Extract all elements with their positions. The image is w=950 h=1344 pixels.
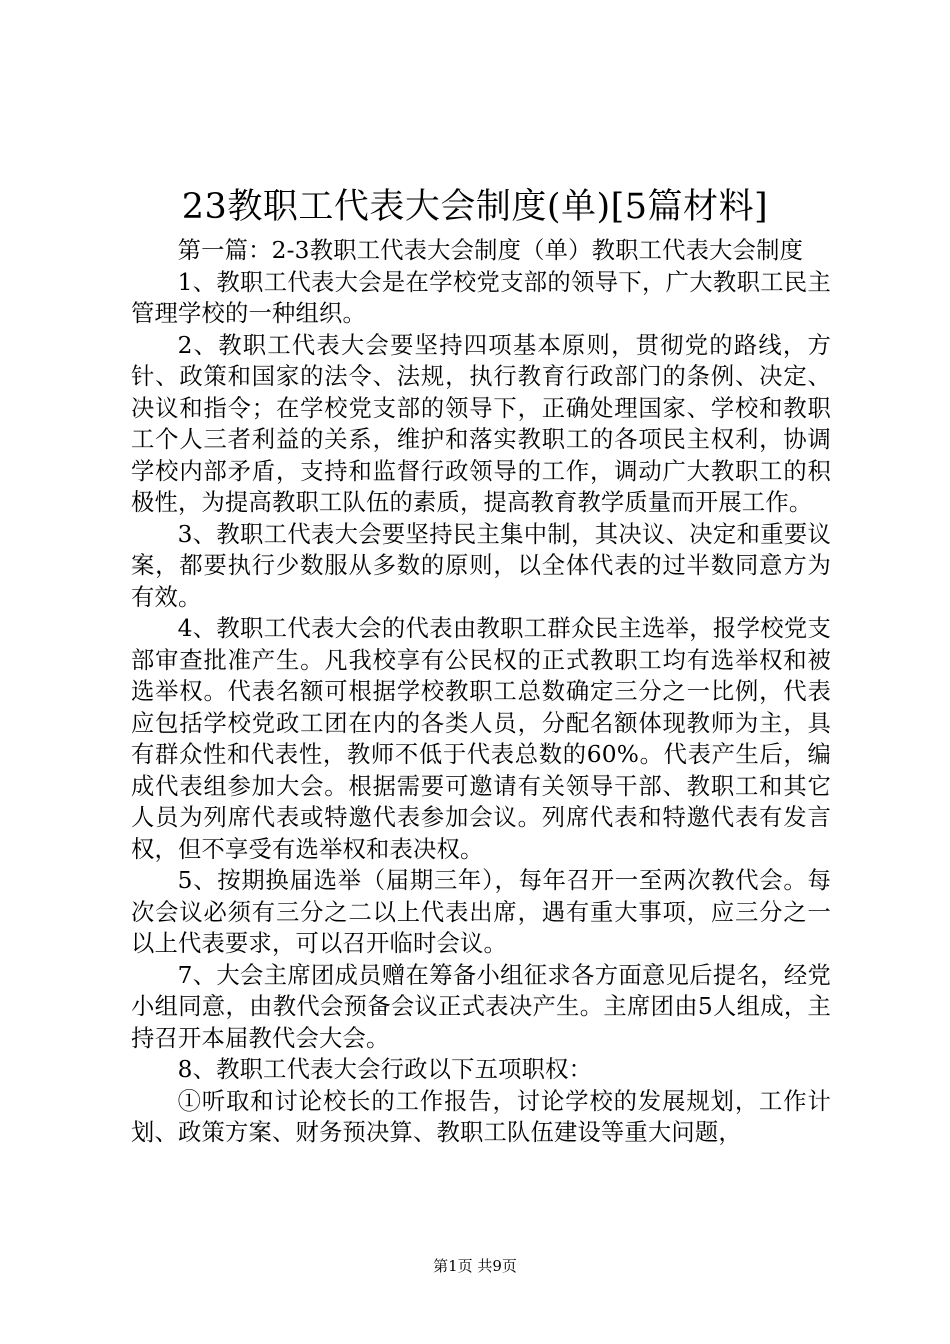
page-number-footer: 第1页 共9页 <box>433 1257 517 1275</box>
paragraph-2: 2、教职工代表大会要坚持四项基本原则，贯彻党的路线，方针、政策和国家的法令、法规，执行教育行政部门的条例、决定、决议和指令；在学校党支部的领导下，正确处理国家、学校和教职工个人三者利益的关系，维护和落实教职工的各项民主权利，协调学校内部矛盾，支持和监督行政领导的工作，调动广大教职工的积极性，为提高教职工队伍的素质，提高教育教学质量而开展工作。 <box>131 331 831 516</box>
paragraph-8: 8、教职工代表大会行政以下五项职权： <box>177 1056 593 1083</box>
paragraph-7: 7、大会主席团成员赠在筹备小组征求各方面意见后提名，经党小组同意，由教代会预备会议正式表决产生。主席团由5人组成，主持召开本届教代会大会。 <box>131 961 831 1052</box>
paragraph-3: 3、教职工代表大会要坚持民主集中制，其决议、决定和重要议案，都要执行少数服从多数的原则，以全体代表的过半数同意方为有效。 <box>131 520 831 611</box>
paragraph-8-item-1: ①听取和讨论校长的工作报告，讨论学校的发展规划，工作计划、政策方案、财务预决算、教职工队伍建设等重大问题， <box>131 1087 831 1146</box>
paragraph-intro: 第一篇：2-3教职工代表大会制度（单）教职工代表大会制度 <box>177 237 804 264</box>
paragraph-4: 4、教职工代表大会的代表由教职工群众民主选举，报学校党支部审查批准产生。凡我校享有公民权的正式教职工均有选举权和被选举权。代表名额可根据学校教职工总数确定三分之一比例，代表应包括学校党政工团在内的各类人员，分配名额体现教师为主，具有群众性和代表性，教师不低于代表总数的60%。代表产生后，编成代表组参加大会。根据需要可邀请有关领导干部、教职工和其它人员为列席代表或特邀代表参加会议。列席代表和特邀代表有发言权，但不享受有选举权和表决权。 <box>131 615 831 863</box>
document-title: 23教职工代表大会制度(单)[5篇材料] <box>181 187 769 227</box>
paragraph-1: 1、教职工代表大会是在学校党支部的领导下，广大教职工民主管理学校的一种组织。 <box>131 268 831 327</box>
document-body <box>131 235 831 1149</box>
paragraph-5: 5、按期换届选举（届期三年），每年召开一至两次教代会。每次会议必须有三分之二以上代表出席，遇有重大事项，应三分之一以上代表要求，可以召开临时会议。 <box>131 867 831 957</box>
